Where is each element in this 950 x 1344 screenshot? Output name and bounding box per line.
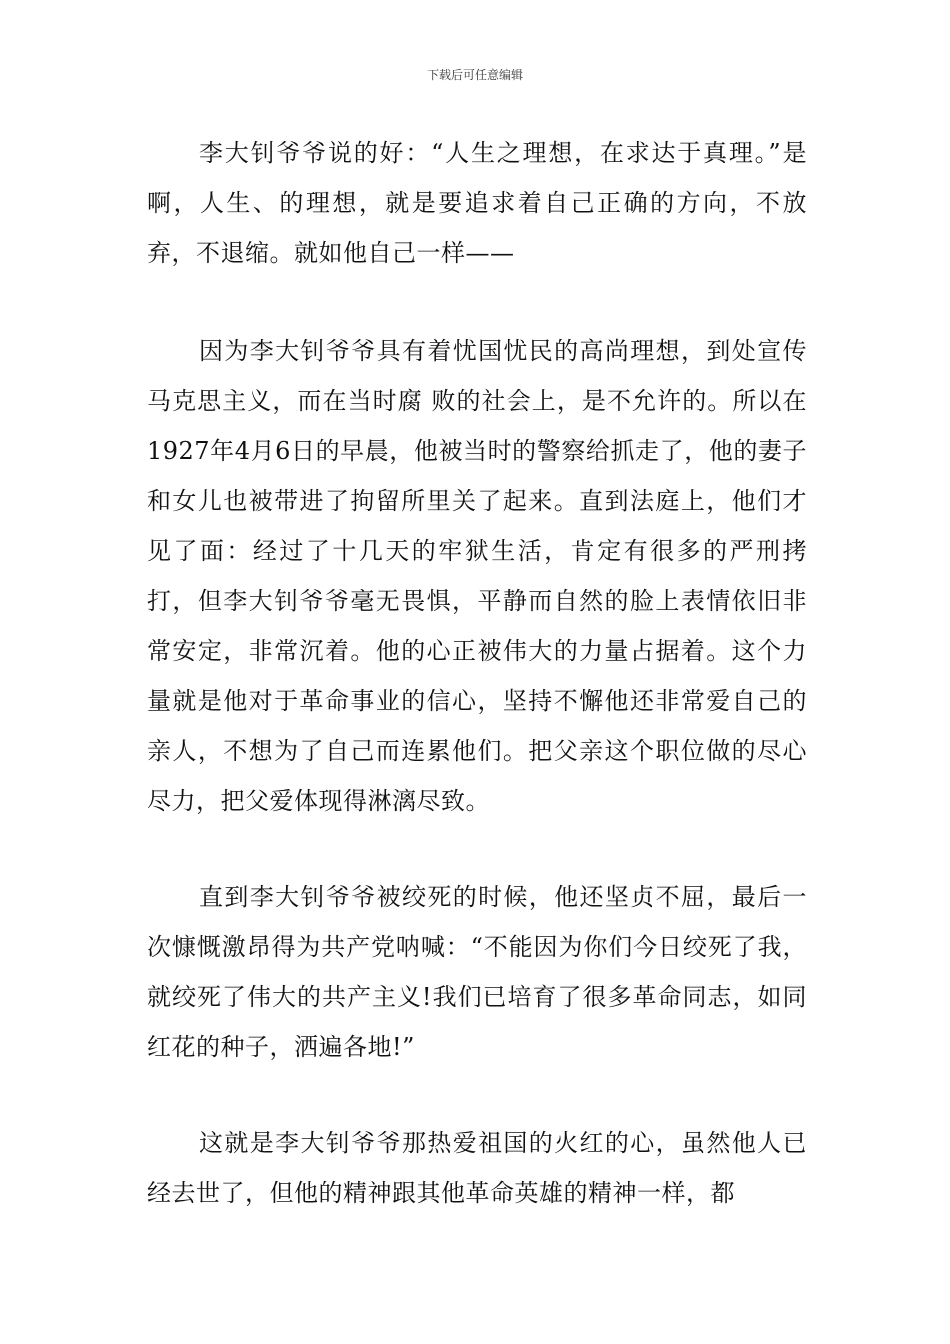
header-note: 下载后可任意编辑: [426, 68, 523, 82]
paragraph-1: 李大钊爷爷说的好：“人生之理想，在求达于真理。”是啊，人生、的理想，就是要追求着自己正确的方向，不放弃，不退缩。就如他自己一样——: [147, 139, 807, 267]
paragraph-3: 直到李大钊爷爷被绞死的时候，他还坚贞不屈，最后一次慷慨激昂得为共产党呐喊：“不能因为你们今日绞死了我，就绞死了伟大的共产主义!我们已培育了很多革命同志，如同红花的种子，洒遍各地!”: [147, 883, 807, 1061]
paragraph-4: 这就是李大钊爷爷那热爱祖国的火红的心，虽然他人已经去世了，但他的精神跟其他革命英雄的精神一样，都: [147, 1129, 807, 1207]
paragraph-2: 因为李大钊爷爷具有着忧国忧民的高尚理想，到处宣传马克思主义，而在当时腐 败的社会上，是不允许的。所以在1927年4月6日的早晨，他被当时的警察给抓走了，他的妻子和女儿也被带进了拘留所里关了起来。直到法庭上，他们才见了面：经过了十几天的牢狱生活，肯定有很多的严刑拷打，但李大钊爷爷毫无畏惧，平静而自然的脸上表情依旧非常安定，非常沉着。他的心正被伟大的力量占据着。这个力量就是他对于革命事业的信心，坚持不懈他还非常爱自己的亲人，不想为了自己而连累他们。把父亲这个职位做的尽心尽力，把父爱体现得淋漓尽致。: [147, 337, 807, 815]
